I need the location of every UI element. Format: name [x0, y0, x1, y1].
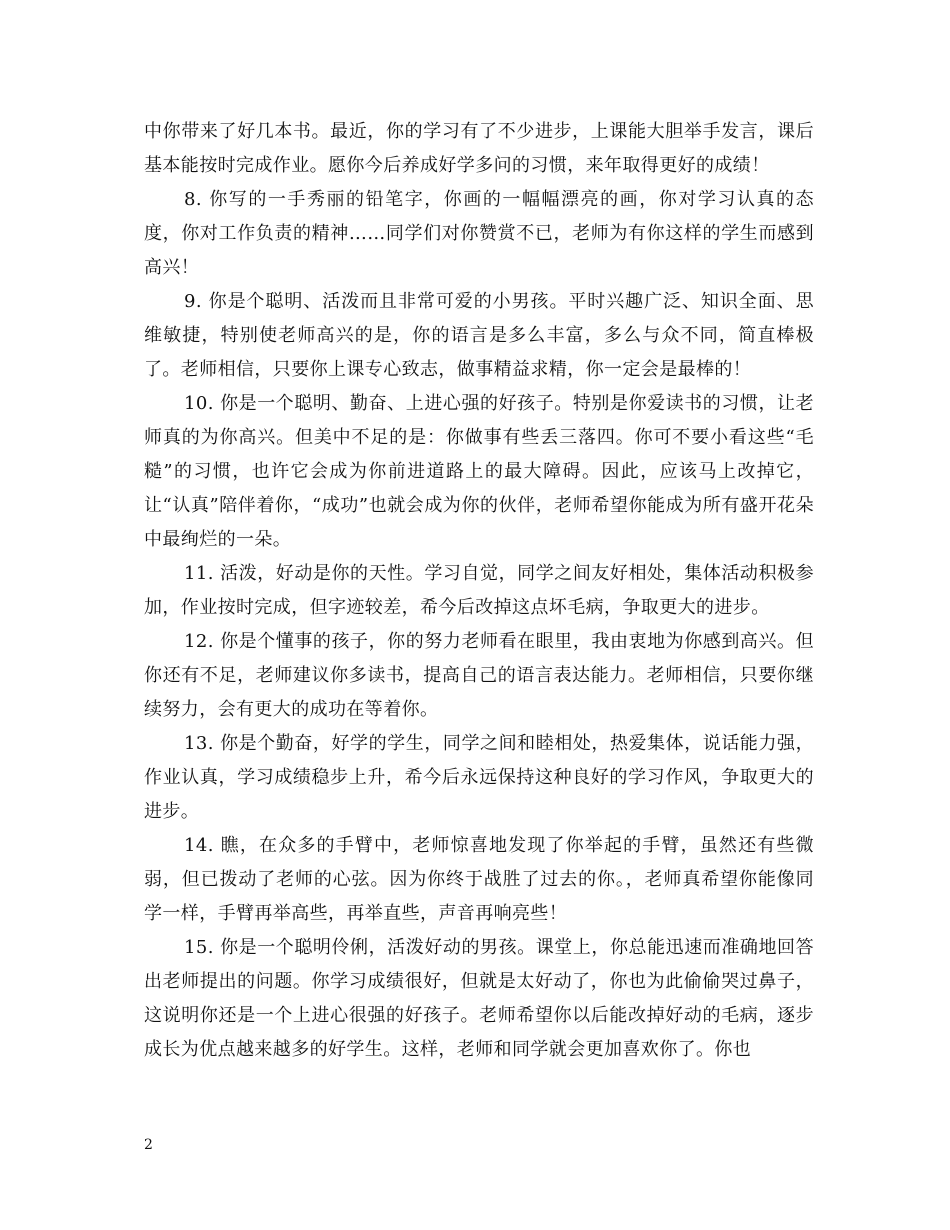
- document-body: [144, 115, 814, 1067]
- paragraph-item-14: 14. 瞧，在众多的手臂中，老师惊喜地发现了你举起的手臂，虽然还有些微弱，但已拨动了老师的心弦。因为你终于战胜了过去的你。，老师真希望你能像同学一样，手臂再举高些，再举直些，声音再响亮些！: [144, 835, 814, 924]
- paragraph-item-12: 12. 你是个懂事的孩子，你的努力老师看在眼里，我由衷地为你感到高兴。但你还有不足，老师建议你多读书，提高自己的语言表达能力。老师相信，只要你继续努力，会有更大的成功在等着你。: [144, 631, 814, 720]
- paragraph-continuation: 中你带来了好几本书。最近，你的学习有了不少进步，上课能大胆举手发言，课后基本能按时完成作业。愿你今后养成好学多问的习惯，来年取得更好的成绩！: [144, 121, 814, 176]
- paragraph-item-11: 11. 活泼，好动是你的天性。学习自觉，同学之间友好相处，集体活动积极参加，作业按时完成，但字迹较差，希今后改掉这点坏毛病，争取更大的进步。: [144, 563, 814, 618]
- paragraph-item-13: 13. 你是个勤奋，好学的学生，同学之间和睦相处，热爱集体，说话能力强，作业认真，学习成绩稳步上升，希今后永远保持这种良好的学习作风，争取更大的进步。: [144, 733, 814, 822]
- paragraph-item-8: 8. 你写的一手秀丽的铅笔字，你画的一幅幅漂亮的画，你对学习认真的态度，你对工作负责的精神……同学们对你赞赏不已，老师为有你这样的学生而感到高兴！: [144, 189, 814, 278]
- paragraph-item-10: 10. 你是一个聪明、勤奋、上进心强的好孩子。特别是你爱读书的习惯，让老师真的为你高兴。但美中不足的是：你做事有些丢三落四。你可不要小看这些“毛糙”的习惯，也许它会成为你前进道路上的最大障碍。因此，应该马上改掉它，让“认真”陪伴着你，“成功”也就会成为你的伙伴，老师希望你能成为所有盛开花朵中最绚烂的一朵。: [144, 393, 814, 550]
- page-number: 2: [144, 1137, 153, 1153]
- paragraph-item-15: 15. 你是一个聪明伶俐，活泼好动的男孩。课堂上，你总能迅速而准确地回答出老师提出的问题。你学习成绩很好，但就是太好动了，你也为此偷偷哭过鼻子，这说明你还是一个上进心很强的好孩子。老师希望你以后能改掉好动的毛病，逐步成长为优点越来越多的好学生。这样，老师和同学就会更加喜欢你了。你也: [144, 937, 814, 1060]
- paragraph-item-9: 9. 你是个聪明、活泼而且非常可爱的小男孩。平时兴趣广泛、知识全面、思维敏捷，特别使老师高兴的是，你的语言是多么丰富，多么与众不同，简直棒极了。老师相信，只要你上课专心致志，做事精益求精，你一定会是最棒的！: [144, 291, 814, 380]
